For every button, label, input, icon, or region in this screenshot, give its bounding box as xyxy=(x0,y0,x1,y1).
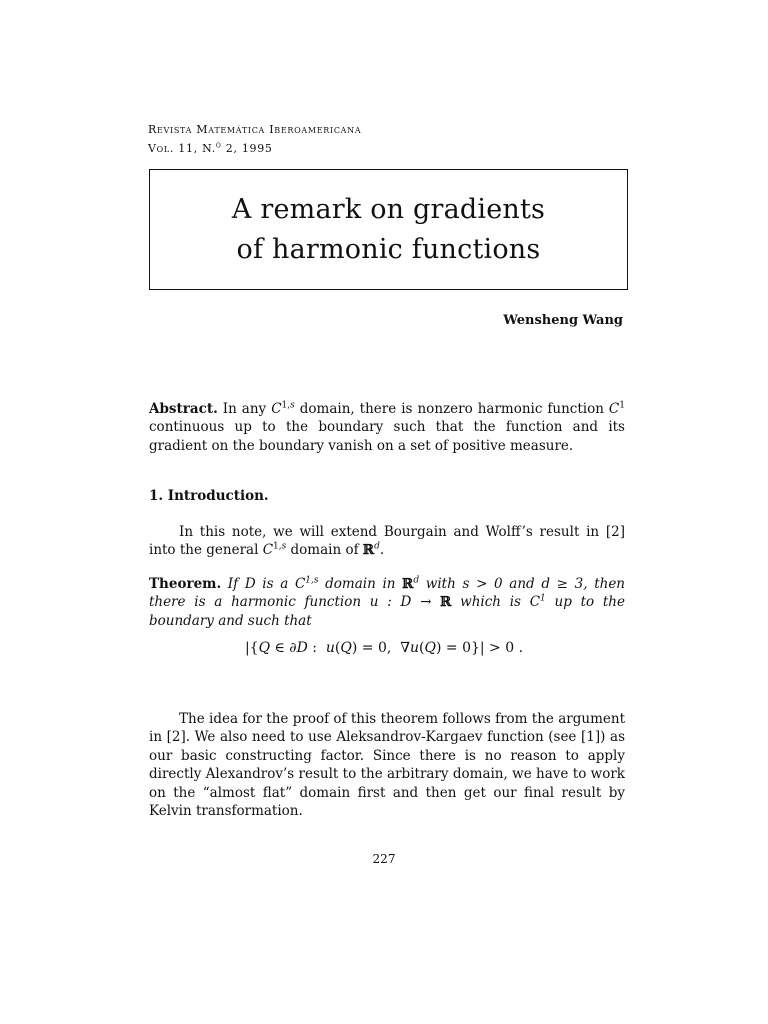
intro-paragraph: In this note, we will extend Bourgain and Wolff’s result in [2] into the general C$^{1,s}$ domain of ℝ$^d$. xyxy=(149,524,625,559)
theorem-formula: |{Q ∈ ∂D : u(Q) = 0, ∇u(Q) = 0}| > 0 . xyxy=(244,640,524,656)
title-box xyxy=(149,169,628,290)
abstract: Abstract. In any C$^{1,s}$ domain, there is nonzero harmonic function $C^1$ continuous up to the boundary such that the function and its gradient on the boundary vanish on a set of positive measure. xyxy=(149,400,625,454)
journal-name: Revista Matemática Iberoamericana xyxy=(148,123,362,136)
title-line-2: of harmonic functions xyxy=(236,233,541,265)
theorem: Theorem. If D is a C$^{1,s}$ domain in ℝ$^d$ with s > 0 and d ≥ 3, then there is a harmonic function u : D → ℝ which is $C^1$ up to the boundary and such that xyxy=(149,575,626,629)
proof-idea-paragraph: The idea for the proof of this theorem follows from the argument in [2]. We also need to use Aleksandrov-Kargaev function (see [1]) as our basic constructing factor. Since there is no reason to apply directly Alexandrov’s result to the arbitrary domain, we have to work on the “almost flat” domain first and then get our final result by Kelvin transformation. xyxy=(149,711,625,820)
theorem-label: Theorem. xyxy=(149,576,222,592)
title-line-1: A remark on gradients xyxy=(231,193,546,225)
journal-header xyxy=(148,120,361,158)
page-number: 227 xyxy=(372,852,396,866)
section-heading: 1. Introduction. xyxy=(149,488,269,504)
journal-volume: Vol. 11, N.$^o$ 2, 1995 xyxy=(148,140,273,155)
author: Wensheng Wang xyxy=(503,313,623,328)
abstract-label: Abstract. xyxy=(149,401,218,417)
